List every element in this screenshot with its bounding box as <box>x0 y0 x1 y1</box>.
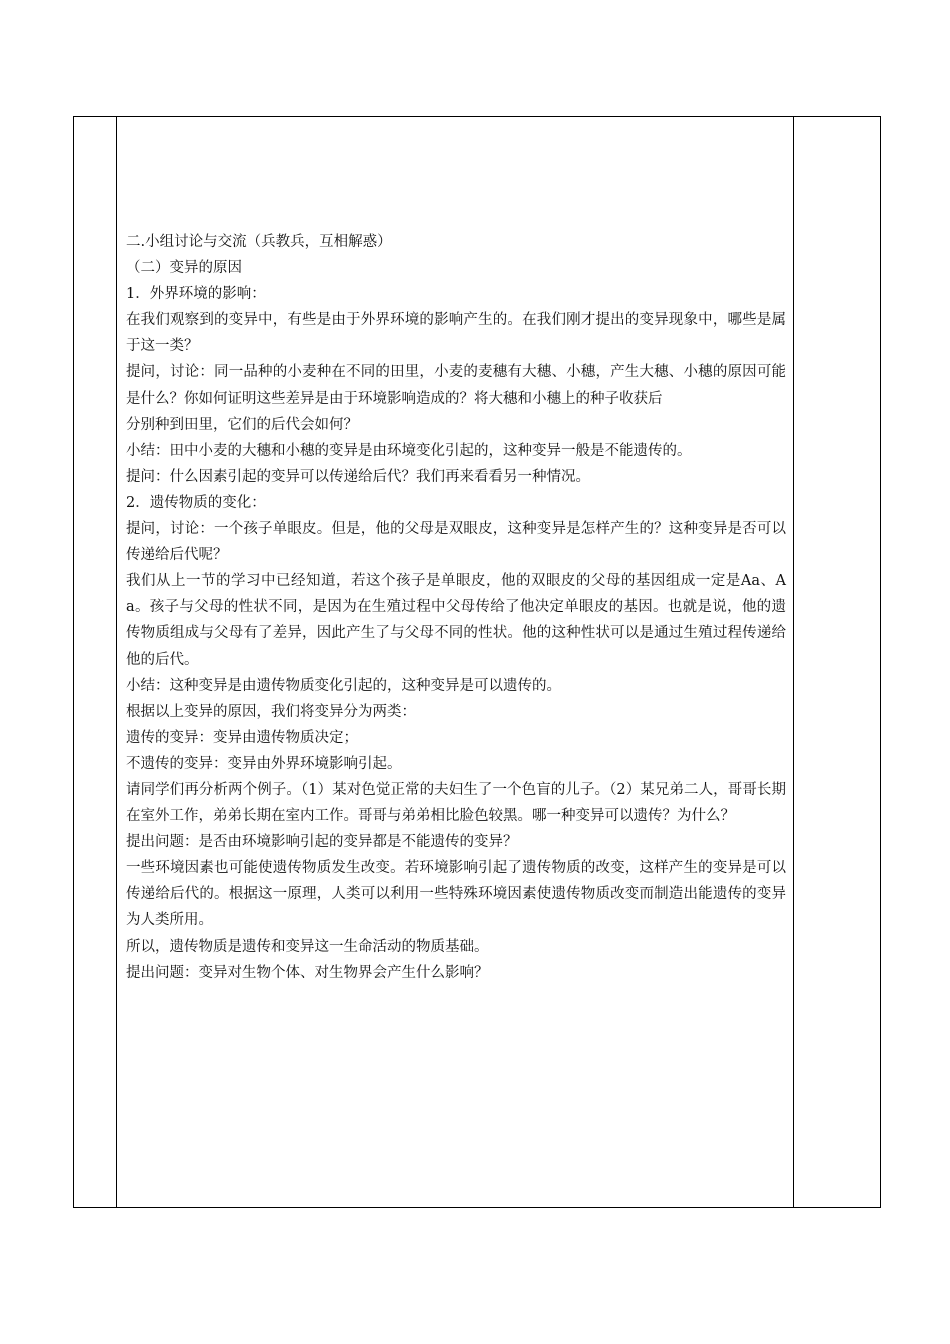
paragraph: 提问，讨论：一个孩子单眼皮。但是，他的父母是双眼皮，这种变异是怎样产生的？这种变异是否可以传递给后代呢？ <box>126 521 786 564</box>
section-heading: 二.小组讨论与交流（兵教兵，互相解惑） <box>126 234 392 250</box>
point-heading-environment: 1．外界环境的影响： <box>126 286 266 303</box>
question-paragraph: 提出问题：变异对生物个体、对生物界会产生什么影响？ <box>126 964 489 981</box>
paragraph: 所以，遗传物质是遗传和变异这一生命活动的物质基础。 <box>126 938 489 955</box>
paragraph: 一些环境因素也可能使遗传物质发生改变。若环境影响引起了遗传物质的改变，这样产生的变异是可以传递给后代的。根据这一原理，人类可以利用一些特殊环境因素使遗传物质改变而制造出能遗传的变异为人类所用。 <box>126 860 786 929</box>
summary-paragraph: 小结：田中小麦的大穗和小穗的变异是由环境变化引起的，这种变异一般是不能遗传的。 <box>126 442 692 459</box>
point-heading-genetic: 2．遗传物质的变化： <box>126 494 266 511</box>
paragraph: 根据以上变异的原因，我们将变异分为两类： <box>126 703 416 720</box>
table-column-divider-right <box>793 117 794 1207</box>
paragraph: 在我们观察到的变异中，有些是由于外界环境的影响产生的。在我们刚才提出的变异现象中，哪些是属于这一类？ <box>126 312 786 355</box>
document-table <box>73 116 881 1208</box>
paragraph: 我们从上一节的学习中已经知道，若这个孩子是单眼皮，他的双眼皮的父母的基因组成一定是Aa、Aa。孩子与父母的性状不同，是因为在生殖过程中父母传给了他决定单眼皮的基因。也就是说，他的遗传物质组成与父母有了差异，因此产生了与父母不同的性状。他的这种性状可以是通过生殖过程传递给他的后代。 <box>126 573 786 668</box>
question-paragraph: 提问：什么因素引起的变异可以传递给后代？我们再来看看另一种情况。 <box>126 468 590 485</box>
paragraph: 分别种到田里，它们的后代会如何？ <box>126 416 358 433</box>
table-column-divider-left <box>116 117 117 1207</box>
subsection-heading: （二）变异的原因 <box>126 260 242 277</box>
paragraph: 提问，讨论：同一品种的小麦种在不同的田里，小麦的麦穗有大穗、小穗，产生大穗、小穗的原因可能是什么？你如何证明这些差异是由于环境影响造成的？将大穗和小穗上的种子收获后 <box>126 364 786 407</box>
document-body <box>126 229 786 986</box>
question-paragraph: 提出问题：是否由环境影响引起的变异都是不能遗传的变异？ <box>126 834 518 851</box>
definition-nonheritable: 不遗传的变异：变异由外界环境影响引起。 <box>126 755 402 772</box>
summary-paragraph: 小结：这种变异是由遗传物质变化引起的，这种变异是可以遗传的。 <box>126 677 561 694</box>
definition-heritable: 遗传的变异：变异由遗传物质决定； <box>126 729 358 746</box>
paragraph: 请同学们再分析两个例子。（1）某对色觉正常的夫妇生了一个色盲的儿子。（2）某兄弟二人，哥哥长期在室外工作，弟弟长期在室内工作。哥哥与弟弟相比脸色较黑。哪一种变异可以遗传？为什么？ <box>126 781 786 825</box>
